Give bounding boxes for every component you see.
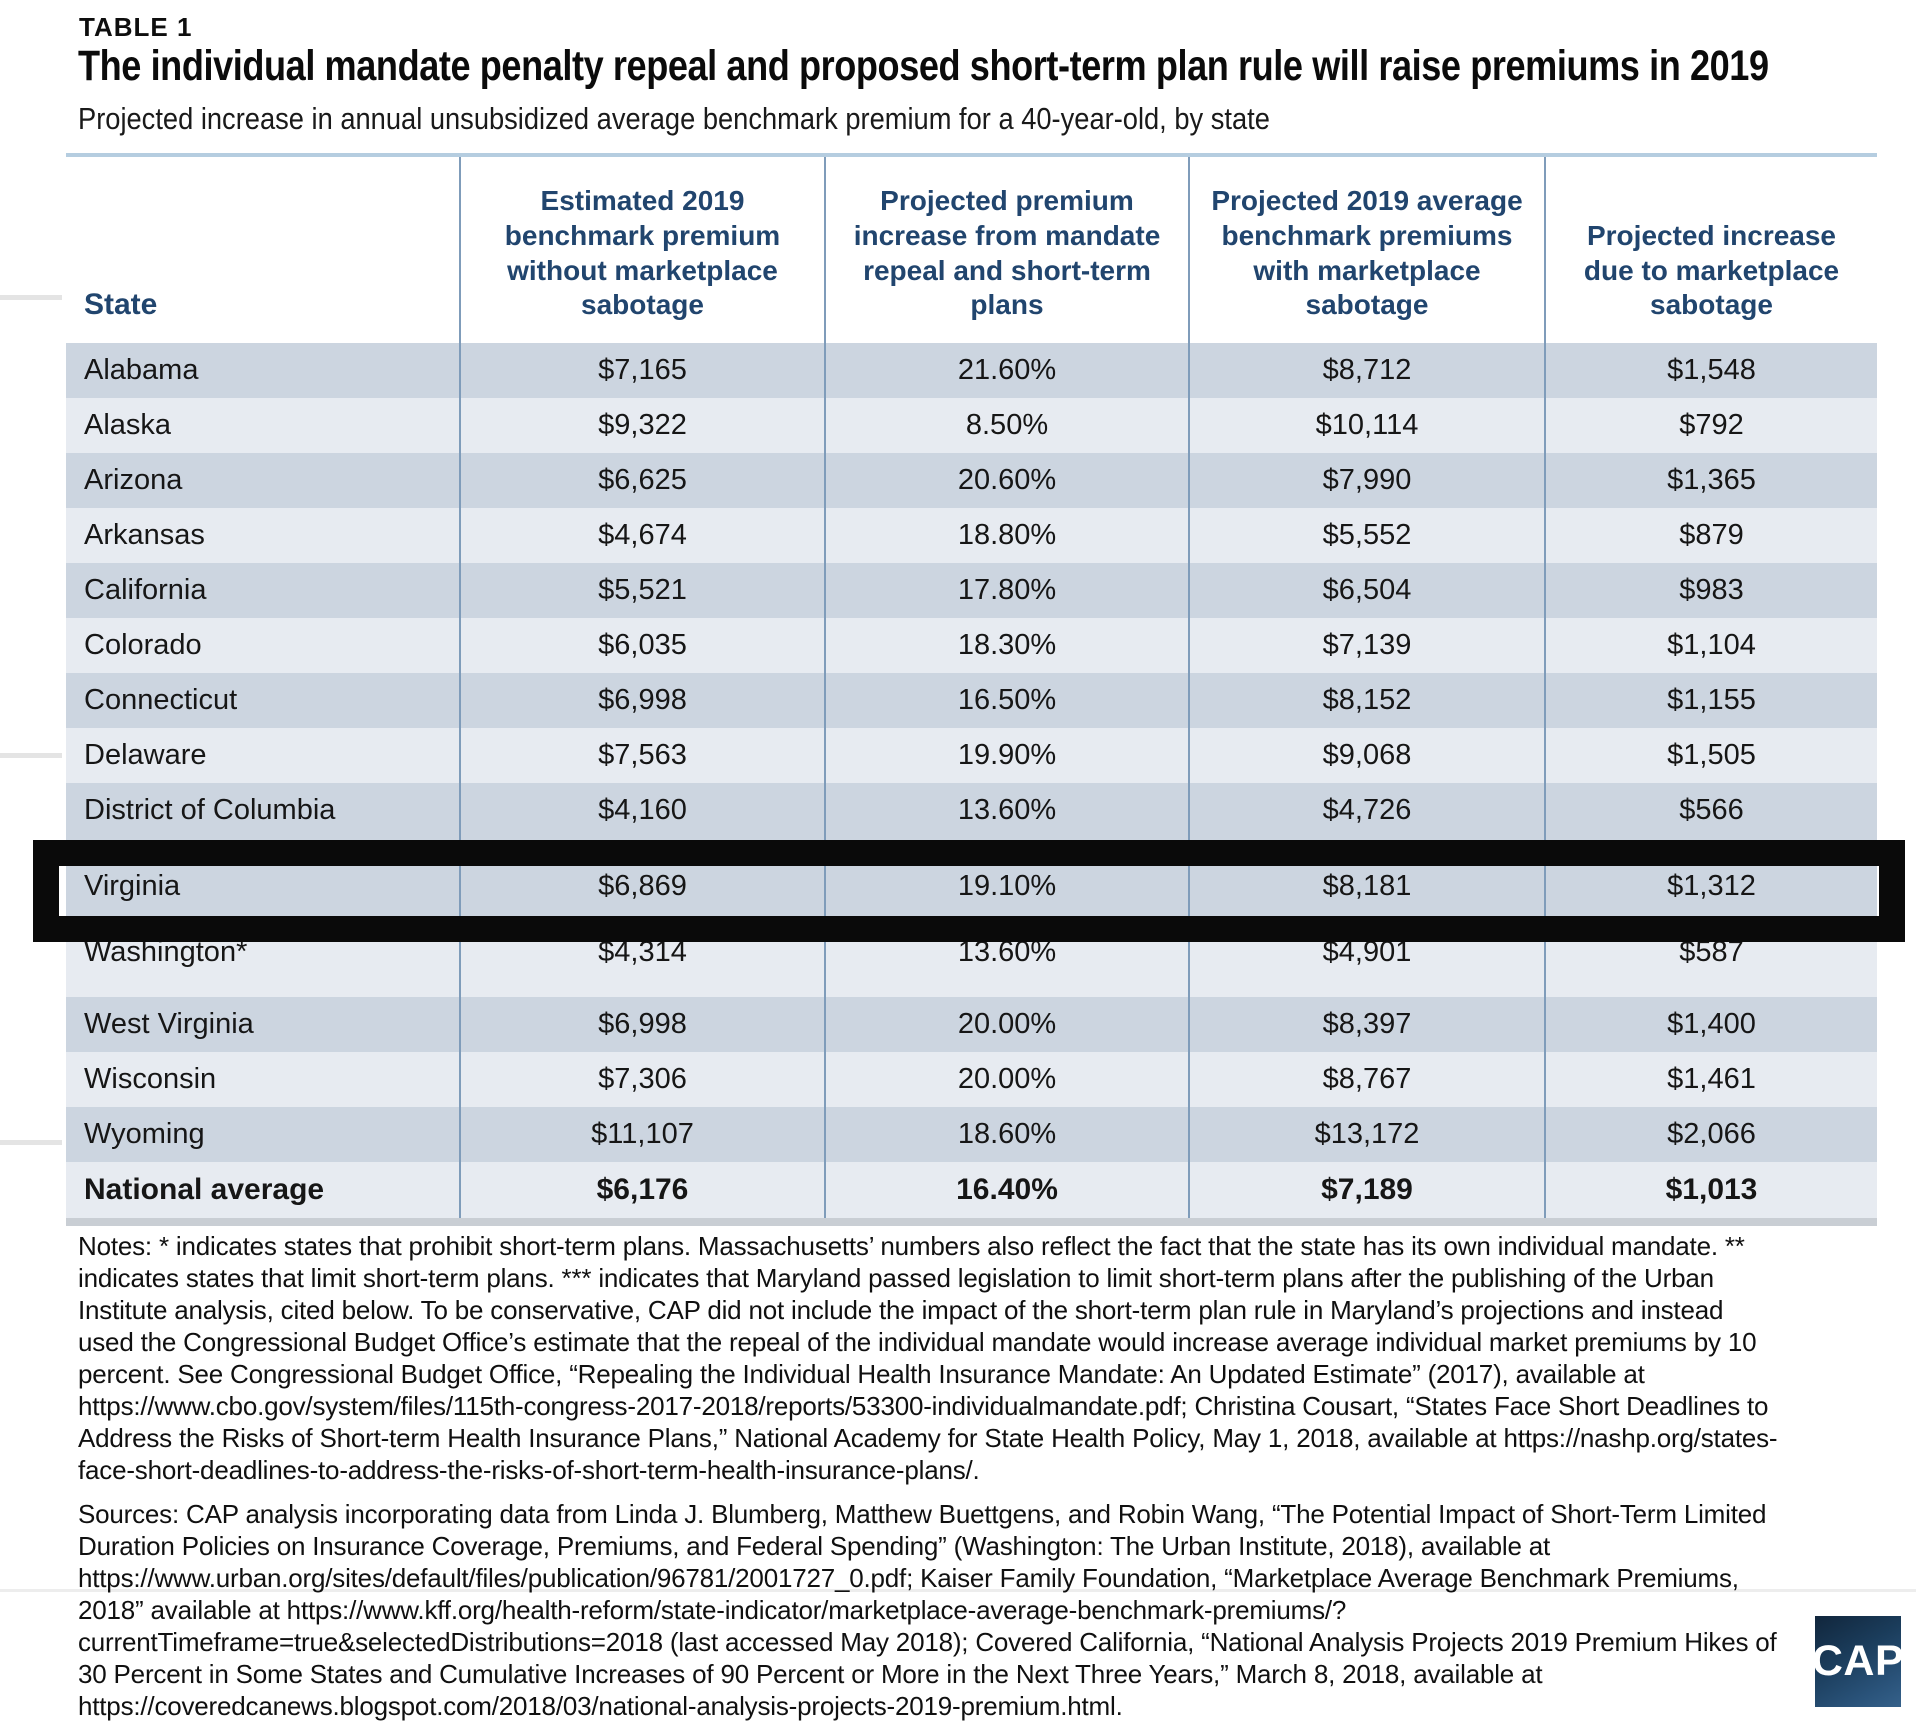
- page-title: The individual mandate penalty repeal and proposed short-term plan rule will raise premiums in 2019: [78, 42, 1769, 90]
- value-cell: $8,712: [1189, 343, 1545, 398]
- value-cell: $6,176: [460, 1162, 825, 1222]
- notes-text: Notes: * indicates states that prohibit short-term plans. Massachusetts’ numbers also reflect the fact that the state has its own individual mandate. ** indicates states that limit short-term plans. *** indicates that Maryland passed legislation to limit short-term plans after the publishing of the Urban Institute analysis, cited below. To be conservative, CAP did not include the impact of the short-term plan rule in Maryland’s projections and instead used the Congressional Budget Office’s estimate that the repeal of the individual mandate would increase average individual market premiums by 10 percent. See Congressional Budget Office, “Repealing the Individual Health Insurance Mandate: An Updated Estimate” (2017), available at https://www.cbo.gov/system/files/115th-congress-2017-2018/reports/53300-individualmandate.pdf; Christina Cousart, “States Face Short Deadlines to Address the Risks of Short-term Health Insurance Plans,” National Academy for State Health Policy, May 1, 2018, available at https://nashp.org/states-face-short-deadlines-to-address-the-risks-of-short-term-health-insurance-plans/.: [78, 1231, 1778, 1485]
- value-cell: 20.00%: [825, 1052, 1189, 1107]
- value-cell: 18.30%: [825, 618, 1189, 673]
- table-row: [66, 508, 1877, 563]
- table-row: [66, 1107, 1877, 1162]
- value-cell: 20.00%: [825, 997, 1189, 1052]
- table-row: [66, 563, 1877, 618]
- page-subtitle: Projected increase in annual unsubsidized average benchmark premium for a 40-year-old, by state: [78, 101, 1270, 136]
- table-row: [66, 783, 1877, 838]
- table-row-highlighted: [66, 838, 1877, 935]
- value-cell: $11,107: [460, 1107, 825, 1162]
- footnotes: [78, 1230, 1783, 1722]
- state-cell: California: [66, 563, 460, 618]
- value-cell: $792: [1545, 398, 1877, 453]
- value-cell: $9,068: [1189, 728, 1545, 783]
- table-row: [66, 343, 1877, 398]
- value-cell: $4,901: [1189, 935, 1545, 997]
- sources-text: Sources: CAP analysis incorporating data from Linda J. Blumberg, Matthew Buettgens, and Robin Wang, “The Potential Impact of Short-Term Limited Duration Policies on Insurance Coverage, Premiums, and Federal Spending” (Washington: The Urban Institute, 2018), available at https://www.urban.org/sites/default/files/publication/96781/2001727_0.pdf; Kaiser Family Foundation, “Marketplace Average Benchmark Premiums, 2018” available at https://www.kff.org/health-reform/state-indicator/marketplace-average-benchmark-premiums/?currentTimeframe=true&selectedDistributions=2018 (last accessed May 2018); Covered California, “National Analysis Projects 2019 Premium Hikes of 30 Percent in Some States and Cumulative Increases of 90 Percent or More in the Next Three Years,” March 8, 2018, available at https://coveredcanews.blogspot.com/2018/03/national-analysis-projects-2019-premium.html.: [78, 1499, 1777, 1721]
- value-cell: $4,160: [460, 783, 825, 838]
- value-cell: $7,990: [1189, 453, 1545, 508]
- value-cell: $1,013: [1545, 1162, 1877, 1222]
- state-cell: Washington*: [66, 935, 460, 997]
- value-cell: $1,548: [1545, 343, 1877, 398]
- value-cell: $7,189: [1189, 1162, 1545, 1222]
- value-cell: $1,155: [1545, 673, 1877, 728]
- state-cell: Arizona: [66, 453, 460, 508]
- state-cell: Delaware: [66, 728, 460, 783]
- state-cell: West Virginia: [66, 997, 460, 1052]
- table-row: [66, 618, 1877, 673]
- value-cell: $6,998: [460, 997, 825, 1052]
- state-cell: Alabama: [66, 343, 460, 398]
- value-cell: $10,114: [1189, 398, 1545, 453]
- table-row: [66, 673, 1877, 728]
- state-cell: Connecticut: [66, 673, 460, 728]
- table-body: [66, 343, 1877, 1222]
- column-header-premium-with-sabotage: Projected 2019 average benchmark premiums with marketplace sabotage: [1189, 155, 1545, 343]
- table-header: [66, 155, 1877, 343]
- value-cell: $4,314: [460, 935, 825, 997]
- value-cell: 16.50%: [825, 673, 1189, 728]
- value-cell: 18.60%: [825, 1107, 1189, 1162]
- value-cell: $8,767: [1189, 1052, 1545, 1107]
- table-label: TABLE 1: [79, 12, 193, 42]
- value-cell: $8,397: [1189, 997, 1545, 1052]
- value-cell: $5,552: [1189, 508, 1545, 563]
- value-cell: $1,461: [1545, 1052, 1877, 1107]
- table-row: [66, 1052, 1877, 1107]
- column-header-increase-due-to-sabotage: Projected increase due to marketplace sabotage: [1545, 155, 1877, 343]
- scan-artifact-line: [0, 753, 62, 758]
- state-cell: Arkansas: [66, 508, 460, 563]
- value-cell: $6,504: [1189, 563, 1545, 618]
- cap-logo-text: CAP: [1811, 1637, 1905, 1685]
- value-cell: $2,066: [1545, 1107, 1877, 1162]
- value-cell: 21.60%: [825, 343, 1189, 398]
- table-row: [66, 997, 1877, 1052]
- scan-artifact-line: [0, 1140, 62, 1145]
- value-cell: $879: [1545, 508, 1877, 563]
- cap-logo: [1811, 1616, 1905, 1707]
- value-cell: $6,035: [460, 618, 825, 673]
- premium-table: [66, 153, 1877, 1226]
- value-cell: 16.40%: [825, 1162, 1189, 1222]
- value-cell: $7,165: [460, 343, 825, 398]
- value-cell: $587: [1545, 935, 1877, 997]
- value-cell: $7,139: [1189, 618, 1545, 673]
- column-header-premium-increase: Projected premium increase from mandate repeal and short-term plans: [825, 155, 1189, 343]
- state-cell: Colorado: [66, 618, 460, 673]
- value-cell: 20.60%: [825, 453, 1189, 508]
- value-cell: $4,726: [1189, 783, 1545, 838]
- value-cell: 8.50%: [825, 398, 1189, 453]
- column-header-premium-without-sabotage: Estimated 2019 benchmark premium without marketplace sabotage: [460, 155, 825, 343]
- value-cell: $5,521: [460, 563, 825, 618]
- value-cell: $6,998: [460, 673, 825, 728]
- value-cell: $1,312: [1545, 838, 1877, 935]
- table-row: [66, 728, 1877, 783]
- value-cell: 18.80%: [825, 508, 1189, 563]
- state-cell: Wyoming: [66, 1107, 460, 1162]
- value-cell: $1,400: [1545, 997, 1877, 1052]
- value-cell: $13,172: [1189, 1107, 1545, 1162]
- table-row: [66, 935, 1877, 997]
- value-cell: $1,104: [1545, 618, 1877, 673]
- value-cell: $6,869: [460, 838, 825, 935]
- value-cell: $7,563: [460, 728, 825, 783]
- value-cell: $8,152: [1189, 673, 1545, 728]
- value-cell: $983: [1545, 563, 1877, 618]
- column-header-state: State: [66, 155, 460, 343]
- value-cell: 17.80%: [825, 563, 1189, 618]
- value-cell: 13.60%: [825, 783, 1189, 838]
- state-cell: Alaska: [66, 398, 460, 453]
- state-cell: District of Columbia: [66, 783, 460, 838]
- value-cell: $566: [1545, 783, 1877, 838]
- table-row: [66, 398, 1877, 453]
- state-cell: Wisconsin: [66, 1052, 460, 1107]
- value-cell: $4,674: [460, 508, 825, 563]
- header-row: [66, 155, 1877, 343]
- value-cell: $1,505: [1545, 728, 1877, 783]
- value-cell: 13.60%: [825, 935, 1189, 997]
- state-cell: National average: [66, 1162, 460, 1222]
- value-cell: $8,181: [1189, 838, 1545, 935]
- value-cell: $1,365: [1545, 453, 1877, 508]
- value-cell: $7,306: [460, 1052, 825, 1107]
- state-cell: Virginia: [66, 838, 460, 935]
- scan-artifact-line: [0, 295, 62, 300]
- value-cell: $6,625: [460, 453, 825, 508]
- table-row-total: [66, 1162, 1877, 1222]
- table-row: [66, 453, 1877, 508]
- value-cell: 19.90%: [825, 728, 1189, 783]
- value-cell: $9,322: [460, 398, 825, 453]
- value-cell: 19.10%: [825, 838, 1189, 935]
